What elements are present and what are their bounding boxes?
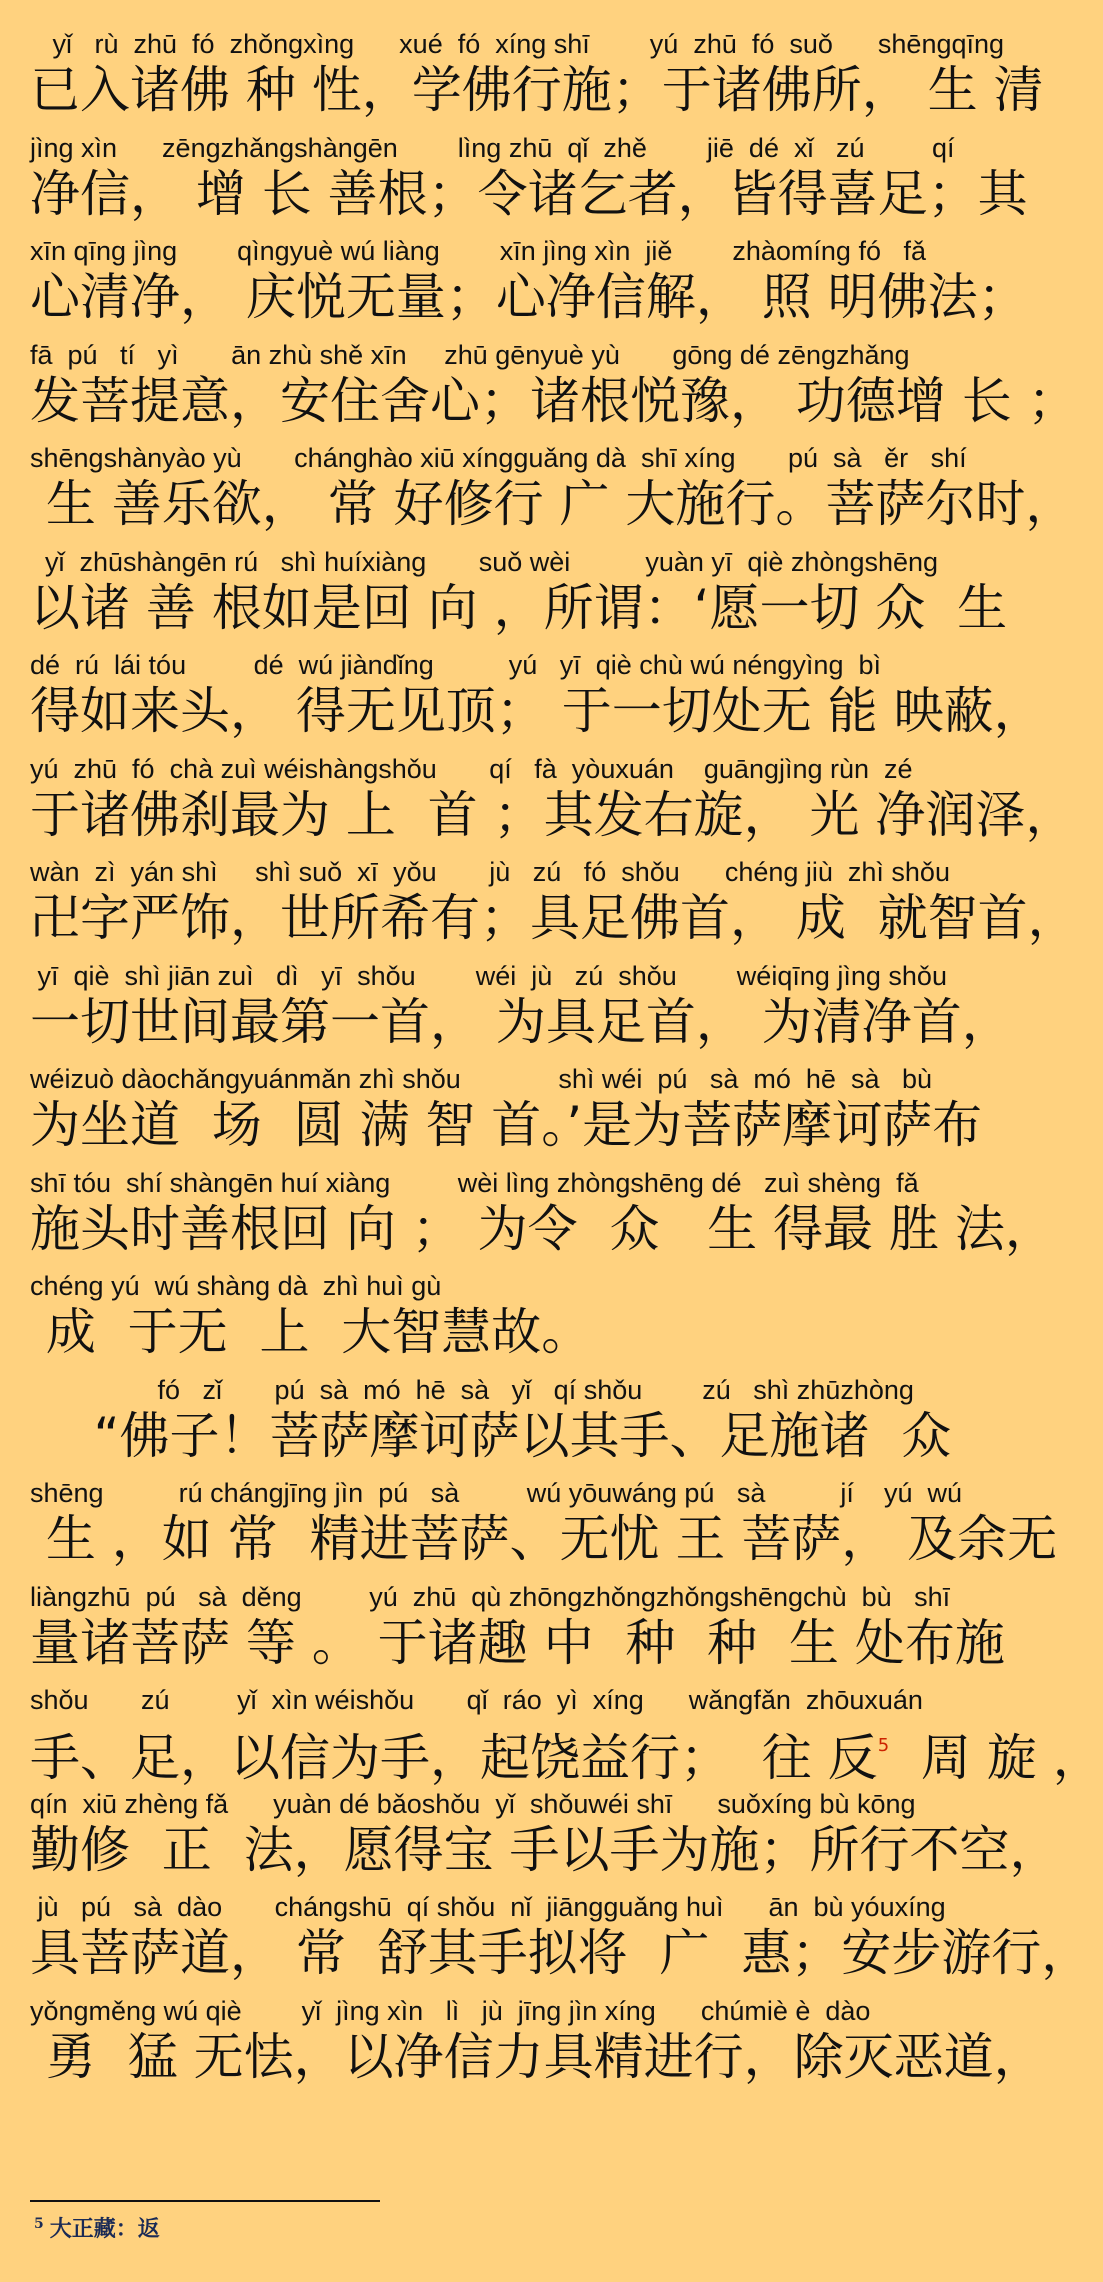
chinese-text: 净信， 增 长 善根；令诸乞者，皆得喜足；其 (30, 164, 1028, 223)
chinese-text: 量诸菩萨 等 。 于诸趣 中 种 种 生 处布施 (30, 1613, 1005, 1672)
text-line (30, 960, 1060, 1054)
pinyin-annotation: chéng yú wú shàng dà zhì huì gù (30, 1271, 442, 1301)
text-line (30, 1270, 1060, 1364)
chinese-text: 以诸 善 根如是回 向 ，所谓：‘愿一切 众 生 (30, 578, 1008, 637)
chinese-text: 已入诸佛 种 性，学佛行施；于诸佛所， 生 清 (30, 61, 1044, 119)
text-line (30, 1477, 1060, 1571)
footnote (34, 2212, 160, 2243)
pinyin-annotation: liàngzhū pú sà děng yú zhū qù zhōngzhǒngzhǒngshēngchù bù shī (30, 1581, 951, 1612)
chinese-text: 生 ，如 常 精进菩萨、无忧 王 菩萨， 及余无 (30, 1510, 1058, 1568)
chinese-text: 具菩萨道， 常 舒其手拟将 广 惠；安步游行， (30, 1924, 1092, 1982)
text-line (30, 235, 1060, 329)
pinyin-annotation: jù pú sà dào chángshū qí shǒu nǐ jiāngguǎng huì ān bù yóuxíng (30, 1892, 946, 1922)
footnote-marker[interactable]: 5 (877, 1735, 890, 1756)
pinyin-annotation: fā pú tí yì ān zhù shě xīn zhū gēnyuè yù gōng dé zēngzhǎng (30, 339, 910, 370)
text-line (30, 1684, 1103, 1787)
chinese-text: 成 于无 上 大智慧故。 (30, 1303, 592, 1361)
pinyin-annotation: qín xiū zhèng fǎ yuàn dé bǎoshǒu yǐ shǒuwéi shī suǒxíng bù kōng (30, 1788, 916, 1819)
text-line (30, 1063, 1060, 1157)
pinyin-annotation: yǐ rù zhū fó zhǒngxìng xué fó xíng shī yú zhū fó suǒ shēngqīng (30, 29, 1005, 59)
text-line (30, 1167, 1060, 1261)
chinese-text: 勇 猛 无怯，以净信力具精进行，除灭恶道， (30, 2027, 1044, 2086)
pinyin-annotation: yǒngměng wú qiè yǐ jìng xìn lì jù jīng jìn xíng chúmiè è dào (30, 1995, 871, 2026)
pinyin-annotation: yú zhū fó chà zuì wéishàngshǒu qí fà yòuxuán guāngjìng rùn zé (30, 753, 913, 784)
pinyin-annotation: jìng xìn zēngzhǎngshàngēn lìng zhū qǐ zhě jiē dé xǐ zú qí (30, 132, 955, 163)
text-line (30, 1891, 1092, 1985)
chinese-text: 卍字严饰，世所希有；具足佛首， 成 就智首， (30, 889, 1078, 947)
pinyin-annotation: yǐ zhūshàngēn rú shì huíxiàng suǒ wèi yuàn yī qiè zhòngshēng (30, 546, 939, 577)
footnote-number: 5 (34, 2216, 44, 2232)
text-line (30, 442, 1076, 536)
text-line (30, 1374, 1060, 1468)
text-line (30, 1788, 1060, 1882)
footnote-text: 大正藏：返 (49, 2216, 160, 2242)
pinyin-annotation: yī qiè shì jiān zuì dì yī shǒu wéi jù zú shǒu wéiqīng jìng shǒu (30, 960, 947, 991)
chinese-text: 生 善乐欲， 常 好修行 广 大施行。菩萨尔时， (30, 475, 1076, 533)
chinese-text: 勤修 正 法，愿得宝 手以手为施；所行不空， (30, 1820, 1060, 1879)
text-line (30, 649, 1060, 743)
text-line (30, 856, 1078, 950)
pinyin-annotation: fó zǐ pú sà mó hē sà yǐ qí shǒu zú shì zhūzhòng (30, 1374, 914, 1405)
text-line (30, 339, 1078, 433)
text-line (30, 546, 1060, 640)
pinyin-annotation: dé rú lái tóu dé wú jiàndǐng yú yī qiè chù wú néngyìng bì (30, 650, 881, 680)
pinyin-annotation: shēngshànyào yù chánghào xiū xíngguǎng dà shī xíng pú sà ěr shí (30, 443, 967, 473)
pinyin-annotation: wéizuò dàochǎngyuánmǎn zhì shǒu shì wéi pú sà mó hē sà bù (30, 1064, 933, 1094)
chinese-text: 施头时善根回 向 ； 为令 众 生 得最 胜 法， (30, 1199, 1055, 1258)
text-line (30, 28, 1060, 122)
chinese-text: 心清净， 庆悦无量；心净信解， 照 明佛法； (30, 268, 1028, 326)
chinese-text: 手、足，以信为手，起饶益行； 往 反$^5$ 周 旋 ， (30, 1729, 1103, 1787)
pinyin-annotation: shǒu zú yǐ xìn wéishǒu qǐ ráo yì xíng wǎngfǎn zhōuxuán (30, 1685, 923, 1715)
pinyin-annotation: shēng rú chángjīng jìn pú sà wú yōuwáng pú sà jí yú wú (30, 1478, 962, 1508)
chinese-text: 得如来头， 得无见顶； 于一切处无 能 映蔽， (30, 682, 1044, 740)
chinese-text: “佛子！菩萨摩诃萨以其手、足施诸 众 (30, 1406, 952, 1465)
pinyin-annotation: shī tóu shí shàngēn huí xiàng wèi lìng zhòngshēng dé zuì shèng fǎ (30, 1167, 919, 1198)
pinyin-annotation: xīn qīng jìng qìngyuè wú liàng xīn jìng xìn jiě zhàomíng fó fǎ (30, 236, 926, 266)
footnote-divider (30, 2200, 380, 2202)
chinese-text: 一切世间最第一首， 为具足首， 为清净首， (30, 992, 1012, 1051)
text-line (30, 1581, 1060, 1675)
chinese-text: 为坐道 场 圆 满 智 首。’是为菩萨摩诃萨布 (30, 1096, 983, 1154)
text-line (30, 132, 1060, 226)
text-line (30, 753, 1076, 847)
text-line (30, 1995, 1060, 2089)
pinyin-annotation: wàn zì yán shì shì suǒ xī yǒu jù zú fó shǒu chéng jiù zhì shǒu (30, 857, 950, 887)
chinese-text: 于诸佛刹最为 上 首 ；其发右旋， 光 净润泽， (30, 785, 1076, 844)
chinese-text: 发菩提意，安住舍心；诸根悦豫， 功德增 长 ； (30, 371, 1078, 430)
